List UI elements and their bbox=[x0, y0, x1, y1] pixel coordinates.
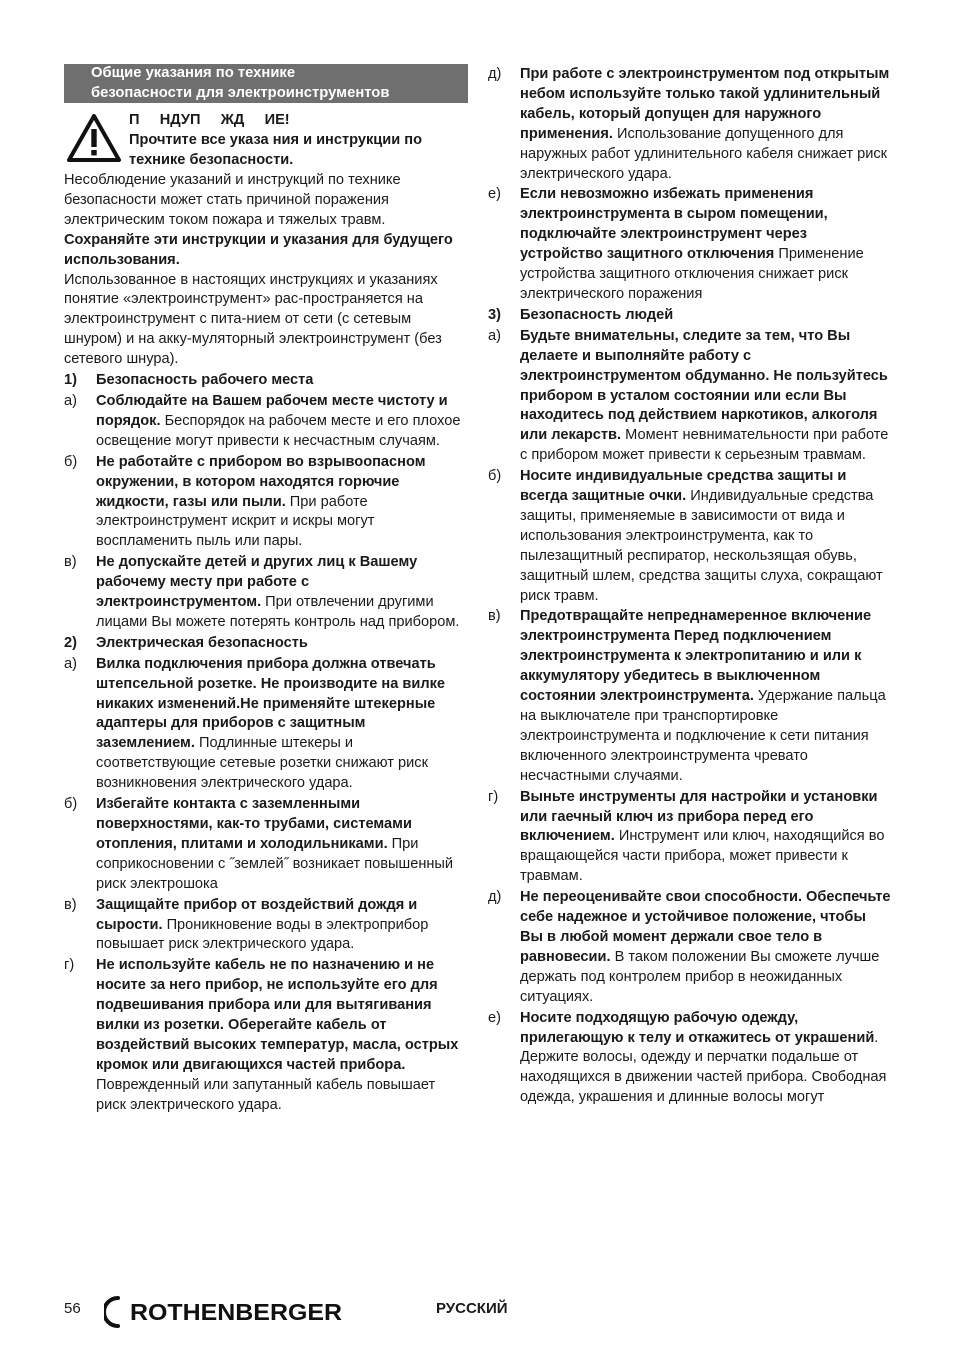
list-item bbox=[488, 467, 892, 606]
item-bold-text: Вилка подключения прибора должна отвечать штепсельной розетке. Не производите на вилке никаких изменений.Не применяйте штекерные адаптеры для приборов с защитным заземлением. bbox=[96, 655, 446, 752]
item-marker: б) bbox=[64, 796, 78, 813]
item-text bbox=[520, 65, 892, 184]
banner-line-2: безопасности для электроинструментов bbox=[91, 84, 390, 101]
item-text bbox=[96, 795, 468, 895]
item-bold-text: Не переоценивайте свои способности. Обеспечьте себе надежное и устойчивое положение, чтобы Вы в любой момент держали свое тело в равновесии. bbox=[520, 889, 891, 965]
item-bold-text: Не допускайте детей и других лиц к Вашему рабочему месту при работе с электроинструментом. bbox=[96, 554, 418, 611]
list-item bbox=[488, 327, 892, 466]
section-number: 2) bbox=[64, 634, 77, 651]
item-bold-text: Выньте инструменты для настройки и установки или гаечный ключ из прибора перед его включением. bbox=[520, 788, 878, 845]
item-marker: е) bbox=[488, 1009, 501, 1026]
item-bold-text: Не работайте с прибором во взрывоопасном окружении, в котором находятся горючие жидкости, газы или пыли. bbox=[96, 453, 426, 510]
item-explanation: Беспорядок на рабочем месте и его плохое освещение могут привести к несчастным случаям. bbox=[96, 412, 461, 449]
section-3-list bbox=[488, 327, 892, 1108]
warning-triangle-icon bbox=[66, 113, 122, 163]
list-item bbox=[64, 956, 468, 1115]
list-item bbox=[64, 655, 468, 794]
warning-title: П НДУП ЖД ИЕ! bbox=[129, 112, 290, 128]
item-marker: а) bbox=[488, 327, 501, 344]
item-marker: в) bbox=[64, 554, 77, 571]
item-bold-text: Соблюдайте на Вашем рабочем месте чистоту и порядок. bbox=[96, 392, 448, 429]
item-bold-text: Предотвращайте непреднамеренное включение электроинструмента Перед подключением электроинструмента к электропитанию и или к аккумулятору убедитесь в выключенном состоянии электроинструмента. bbox=[520, 608, 872, 705]
item-marker: а) bbox=[64, 392, 77, 409]
section-banner bbox=[64, 64, 468, 103]
item-text bbox=[520, 327, 892, 466]
item-explanation: Проникновение воды в электроприбор повышает риск электрического удара. bbox=[96, 916, 429, 953]
list-item bbox=[488, 788, 892, 888]
item-marker: б) bbox=[64, 453, 78, 470]
item-explanation: Удержание пальца на выключателе при транспортировке электроинструмента и подключение к сети питания включенного электроинструмента чревато несчастными случаями. bbox=[520, 688, 886, 784]
list-item bbox=[488, 1009, 892, 1109]
item-bold-text: Носите индивидуальные средства защиты и всегда защитные очки. bbox=[520, 468, 847, 505]
list-item bbox=[64, 553, 468, 633]
list-item bbox=[64, 896, 468, 956]
intro-paragraph: Несоблюдение указаний и инструкций по технике безопасности может стать причиной поражения электрическим током пожара и тяжелых травм. bbox=[64, 172, 401, 228]
item-marker: г) bbox=[64, 957, 75, 974]
item-explanation: Использование допущенного для наружных работ удлинительного кабеля снижает риск электрического удара. bbox=[520, 125, 888, 182]
list-item bbox=[64, 453, 468, 553]
banner-line-1: Общие указания по технике bbox=[91, 65, 296, 81]
section-2-list bbox=[64, 655, 468, 1116]
warning-text: Прочтите все указа ния и инструкции по технике безопасности. bbox=[129, 131, 422, 168]
section-2-continued-list bbox=[488, 65, 892, 305]
item-text bbox=[96, 453, 468, 553]
item-text bbox=[96, 896, 468, 956]
item-text bbox=[96, 553, 468, 633]
item-explanation: При работе электроинструмент искрит и искры могут воспламенить пыль или пары. bbox=[96, 493, 375, 550]
item-text bbox=[520, 185, 892, 304]
item-marker: б) bbox=[488, 468, 502, 485]
item-bold-text: Защищайте прибор от воздействий дождя и сырости. bbox=[96, 896, 418, 933]
item-explanation: В таком положении Вы сможете лучше держать под контролем прибор в неожиданных ситуациях. bbox=[520, 948, 880, 1005]
left-column bbox=[64, 64, 468, 1116]
item-text bbox=[520, 467, 892, 606]
warning-block bbox=[64, 111, 468, 171]
section-title: Безопасность рабочего места bbox=[96, 372, 314, 389]
item-bold-text: Носите подходящую рабочую одежду, прилегающую к телу и откажитесь от украшений bbox=[520, 1009, 875, 1046]
section-number: 3) bbox=[488, 306, 501, 323]
item-explanation: Поврежденный или запутанный кабель повышает риск электрического удара. bbox=[96, 1076, 436, 1113]
item-text bbox=[96, 655, 468, 794]
keep-instructions: Сохраняйте эти инструкции и указания для будущего использования. bbox=[64, 231, 453, 268]
item-bold-text: Если невозможно избежать применения электроинструмента в сыром помещении, подключайте электроинструмент через устройство защитного отключения bbox=[520, 186, 828, 263]
item-explanation: При отвлечении другими лицами Вы можете потерять контроль над прибором. bbox=[96, 594, 460, 630]
section-1-list bbox=[64, 392, 468, 633]
item-explanation: При соприкосновении с ˝землей˝ возникает повышенный риск электрошока bbox=[96, 835, 454, 892]
list-item bbox=[64, 795, 468, 895]
item-bold-text: Будьте внимательны, следите за тем, что Вы делаете и выполняйте работу с электроинструментом обдуманно. Не пользуйтесь прибором в усталом состоянии или если Вы находитесь под действием наркотиков, алкоголя или лекарств. bbox=[520, 327, 888, 444]
item-marker: в) bbox=[488, 608, 501, 625]
item-explanation: Применение устройства защитного отключения снижает риск электрического поражения bbox=[520, 246, 864, 302]
item-explanation: Инструмент или ключ, находящийся во вращающейся части прибора, может привести к травмам. bbox=[520, 828, 885, 885]
item-text bbox=[520, 888, 892, 1007]
right-column bbox=[488, 64, 892, 1108]
item-text bbox=[520, 788, 892, 888]
list-item bbox=[488, 65, 892, 184]
item-bold-text: Не используйте кабель не по назначению и не носите за него прибор, не используйте его для подвешивания прибора или для вытягивания вилки из розетки. Оберегайте кабель от воздействий высоких температур, масла, острых кромок или двигающихся частей прибора. bbox=[96, 957, 459, 1073]
item-text bbox=[520, 607, 892, 786]
item-explanation: Момент невнимательности при работе с прибором может привести к серьезным травмам. bbox=[520, 427, 889, 464]
item-marker: а) bbox=[64, 655, 77, 672]
section-title: Безопасность людей bbox=[520, 306, 674, 323]
page-footer bbox=[64, 1294, 894, 1334]
item-text bbox=[520, 1009, 892, 1109]
section-heading bbox=[64, 371, 468, 391]
section-heading bbox=[64, 634, 468, 654]
definition-paragraph: Использованное в настоящих инструкциях и указаниях понятие «электроинструмент» рас-пространяется на электроинструмент с пита-нием от сети (с сетевым шнуром) и на акку-муляторный электроинструмент (без сетевого шнура). bbox=[64, 271, 442, 368]
section-heading bbox=[488, 306, 892, 326]
item-marker: д) bbox=[488, 66, 502, 82]
rothenberger-logo bbox=[104, 1294, 354, 1330]
list-item bbox=[64, 392, 468, 452]
list-item bbox=[488, 185, 892, 304]
item-bold-text: Избегайте контакта с заземленными поверхностями, как-то трубами, системами отопления, плитами и холодильниками. bbox=[96, 796, 412, 852]
item-explanation: Индивидуальные средства защиты, применяемые в зависимости от вида и использования электроинструмента, как то пылезащитный респиратор, нескользящая обувь, защитный шлем, средства защиты слуха, сокращают риск травм. bbox=[520, 488, 883, 604]
list-item bbox=[488, 888, 892, 1007]
item-text bbox=[96, 392, 468, 452]
item-marker: в) bbox=[64, 896, 77, 913]
language-label: РУССКИЙ bbox=[436, 1300, 508, 1317]
section-title: Электрическая безопасность bbox=[96, 634, 308, 651]
section-number: 1) bbox=[64, 372, 77, 389]
item-marker: е) bbox=[488, 186, 501, 203]
item-marker: д) bbox=[488, 889, 502, 906]
list-item bbox=[488, 607, 892, 786]
item-marker: г) bbox=[488, 788, 499, 805]
page-number: 56 bbox=[64, 1300, 81, 1317]
brand-text: ROTHENBERGER bbox=[130, 1299, 343, 1325]
item-explanation: . Держите волосы, одежду и перчатки подальше от находящихся в движении частей прибора. Свободная одежда, украшения и длинные волосы могут bbox=[520, 1029, 887, 1106]
item-explanation: Подлинные штекеры и соответствующие сетевые розетки снижают риск возникновения электрического удара. bbox=[96, 735, 428, 792]
item-bold-text: При работе с электроинструментом под открытым небом используйте только такой удлинительный кабель, который допущен для наружного применения. bbox=[520, 66, 890, 142]
item-text bbox=[96, 956, 468, 1115]
